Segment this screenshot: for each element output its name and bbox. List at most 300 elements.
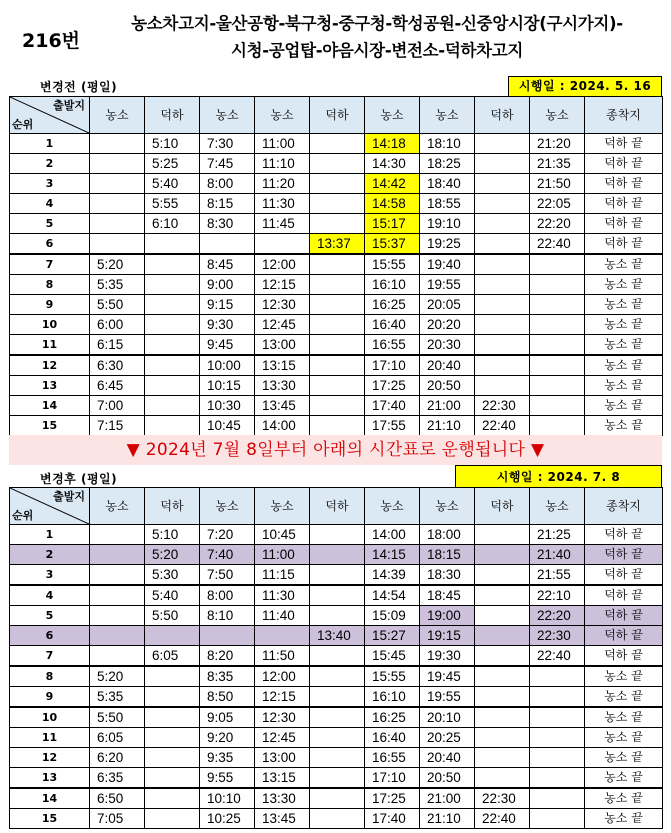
row-number: 13: [10, 376, 90, 396]
departure-time: 11:20: [255, 174, 310, 194]
departure-time: 9:35: [200, 748, 255, 768]
terminus-cell: 덕하 끝: [585, 154, 663, 174]
departure-time: 5:10: [145, 134, 200, 154]
table-row: [10, 154, 663, 174]
row-number: 5: [10, 214, 90, 234]
departure-time: 7:20: [200, 525, 255, 545]
departure-time: [90, 585, 145, 606]
departure-time: 13:45: [255, 396, 310, 416]
departure-time: 5:20: [90, 254, 145, 275]
table-row: [10, 194, 663, 214]
column-header: 농소: [255, 97, 310, 134]
row-number: 6: [10, 626, 90, 646]
terminus-cell: 농소 끝: [585, 355, 663, 376]
departure-time: [145, 396, 200, 416]
departure-time: [530, 416, 585, 436]
departure-time: 18:25: [420, 154, 475, 174]
departure-time: 10:25: [200, 809, 255, 829]
terminus-cell: 덕하 끝: [585, 134, 663, 154]
departure-time: 14:18: [365, 134, 420, 154]
departure-time: [530, 768, 585, 789]
terminus-cell: 덕하 끝: [585, 525, 663, 545]
row-number: 15: [10, 416, 90, 436]
departure-time: [310, 687, 365, 708]
departure-time: [90, 565, 145, 586]
departure-time: 12:30: [255, 295, 310, 315]
departure-time: 11:40: [255, 606, 310, 626]
departure-time: 12:45: [255, 315, 310, 335]
table-row: [10, 295, 663, 315]
row-number: 3: [10, 565, 90, 586]
departure-time: 7:50: [200, 565, 255, 586]
departure-time: 21:50: [530, 174, 585, 194]
departure-time: 16:55: [365, 335, 420, 356]
route-number: 216번: [22, 30, 81, 52]
departure-time: [475, 728, 530, 748]
departure-time: [200, 234, 255, 255]
row-number: 2: [10, 545, 90, 565]
table-row: [10, 545, 663, 565]
departure-time: [310, 275, 365, 295]
departure-time: 17:55: [365, 416, 420, 436]
departure-time: [310, 748, 365, 768]
departure-time: [310, 254, 365, 275]
departure-time: 19:40: [420, 254, 475, 275]
departure-time: 22:20: [530, 214, 585, 234]
departure-time: [145, 626, 200, 646]
departure-time: 18:55: [420, 194, 475, 214]
departure-time: [255, 626, 310, 646]
departure-time: [145, 234, 200, 255]
column-header: 덕하: [475, 488, 530, 525]
departure-time: 22:40: [530, 646, 585, 667]
departure-time: 10:30: [200, 396, 255, 416]
column-header: 덕하: [145, 97, 200, 134]
departure-time: 19:45: [420, 666, 475, 687]
departure-time: 20:25: [420, 728, 475, 748]
departure-time: 22:30: [475, 788, 530, 809]
departure-time: 21:00: [420, 396, 475, 416]
departure-time: [145, 254, 200, 275]
departure-time: 8:35: [200, 666, 255, 687]
table-row: [10, 335, 663, 356]
row-number: 3: [10, 174, 90, 194]
departure-time: 19:30: [420, 646, 475, 667]
departure-time: 8:10: [200, 606, 255, 626]
column-header: 농소: [90, 488, 145, 525]
departure-time: [145, 768, 200, 789]
departure-time: 9:20: [200, 728, 255, 748]
departure-time: 17:25: [365, 788, 420, 809]
departure-time: 12:15: [255, 275, 310, 295]
departure-time: 18:10: [420, 134, 475, 154]
departure-time: 21:35: [530, 154, 585, 174]
departure-time: 5:40: [145, 174, 200, 194]
row-number: 13: [10, 768, 90, 789]
row-number: 14: [10, 788, 90, 809]
departure-time: [475, 275, 530, 295]
departure-time: [255, 234, 310, 255]
departure-time: [310, 565, 365, 586]
departure-time: 8:00: [200, 585, 255, 606]
departure-time: [475, 134, 530, 154]
terminus-cell: 농소 끝: [585, 707, 663, 728]
departure-time: [310, 295, 365, 315]
departure-time: [310, 376, 365, 396]
row-number: 8: [10, 666, 90, 687]
departure-time: 20:05: [420, 295, 475, 315]
table-row: [10, 416, 663, 436]
departure-time: [200, 626, 255, 646]
schedule-change-notice: ▼ 2024년 7월 8일부터 아래의 시간표로 운행됩니다 ▼: [9, 435, 662, 465]
table-row: [10, 396, 663, 416]
departure-time: 17:25: [365, 376, 420, 396]
departure-time: 5:50: [90, 707, 145, 728]
column-header: 농소: [90, 97, 145, 134]
departure-time: 14:00: [365, 525, 420, 545]
departure-time: 11:00: [255, 134, 310, 154]
departure-time: [145, 315, 200, 335]
departure-time: 21:10: [420, 809, 475, 829]
departure-time: [310, 396, 365, 416]
departure-time: [310, 315, 365, 335]
departure-time: 16:40: [365, 315, 420, 335]
departure-time: 6:05: [145, 646, 200, 667]
departure-time: 12:00: [255, 666, 310, 687]
departure-time: 22:10: [530, 585, 585, 606]
departure-time: [475, 565, 530, 586]
terminus-cell: 농소 끝: [585, 788, 663, 809]
departure-time: [310, 525, 365, 545]
departure-time: [530, 355, 585, 376]
before-corner-cell: [10, 97, 90, 134]
departure-time: 13:15: [255, 355, 310, 376]
before-effective-date: 시행일 : 2024. 5. 16: [508, 76, 662, 97]
departure-time: 13:30: [255, 376, 310, 396]
departure-time: 21:55: [530, 565, 585, 586]
departure-time: 9:05: [200, 707, 255, 728]
departure-time: [475, 355, 530, 376]
departure-time: 5:35: [90, 687, 145, 708]
table-row: [10, 768, 663, 789]
departure-time: 11:30: [255, 585, 310, 606]
row-number: 5: [10, 606, 90, 626]
departure-time: 15:45: [365, 646, 420, 667]
departure-time: 20:10: [420, 707, 475, 728]
departure-time: 13:37: [310, 234, 365, 255]
departure-time: 19:55: [420, 687, 475, 708]
departure-time: 8:15: [200, 194, 255, 214]
departure-time: [310, 666, 365, 687]
departure-time: 15:09: [365, 606, 420, 626]
departure-time: [310, 646, 365, 667]
departure-time: 16:40: [365, 728, 420, 748]
table-row: [10, 809, 663, 829]
departure-time: 17:40: [365, 809, 420, 829]
departure-time: 18:30: [420, 565, 475, 586]
departure-time: [310, 355, 365, 376]
terminus-cell: 농소 끝: [585, 275, 663, 295]
departure-time: [530, 315, 585, 335]
departure-time: [475, 707, 530, 728]
departure-time: [530, 275, 585, 295]
departure-time: 11:50: [255, 646, 310, 667]
departure-time: 14:39: [365, 565, 420, 586]
before-timetable: [9, 96, 663, 436]
departure-time: 5:50: [90, 295, 145, 315]
departure-time: 7:05: [90, 809, 145, 829]
departure-time: [475, 174, 530, 194]
table-row: [10, 214, 663, 234]
departure-time: [310, 768, 365, 789]
departure-time: 22:40: [530, 234, 585, 255]
row-number: 1: [10, 525, 90, 545]
departure-time: 10:45: [200, 416, 255, 436]
departure-time: 9:55: [200, 768, 255, 789]
departure-time: 21:40: [530, 545, 585, 565]
departure-time: [530, 666, 585, 687]
departure-time: [310, 788, 365, 809]
table-row: [10, 585, 663, 606]
departure-time: 15:55: [365, 254, 420, 275]
departure-time: 14:58: [365, 194, 420, 214]
route-title: [92, 10, 662, 64]
route-title-line-2: 시청-공업탑-야음시장-변전소-덕하차고지: [230, 41, 524, 60]
departure-time: [145, 275, 200, 295]
terminus-cell: 농소 끝: [585, 687, 663, 708]
column-header: 농소: [420, 488, 475, 525]
departure-time: 5:10: [145, 525, 200, 545]
after-effective-date: 시행일 : 2024. 7. 8: [455, 465, 662, 489]
departure-time: 11:45: [255, 214, 310, 234]
departure-time: [310, 606, 365, 626]
table-row: [10, 707, 663, 728]
departure-time: 5:25: [145, 154, 200, 174]
row-number: 7: [10, 646, 90, 667]
departure-time: 5:50: [145, 606, 200, 626]
terminus-cell: 농소 끝: [585, 666, 663, 687]
column-header: 농소: [255, 488, 310, 525]
departure-time: 8:45: [200, 254, 255, 275]
departure-time: 7:45: [200, 154, 255, 174]
table-row: [10, 234, 663, 255]
row-number: 10: [10, 707, 90, 728]
departure-time: [475, 687, 530, 708]
departure-time: 16:55: [365, 748, 420, 768]
departure-time: 21:10: [420, 416, 475, 436]
departure-time: [90, 626, 145, 646]
after-section-label: 변경후 (평일): [40, 472, 118, 486]
departure-time: 19:55: [420, 275, 475, 295]
departure-time: [530, 748, 585, 768]
departure-time: 16:25: [365, 295, 420, 315]
departure-time: 22:05: [530, 194, 585, 214]
departure-time: [475, 768, 530, 789]
terminus-cell: 농소 끝: [585, 809, 663, 829]
row-number: 1: [10, 134, 90, 154]
terminus-cell: 덕하 끝: [585, 606, 663, 626]
terminus-cell: 농소 끝: [585, 376, 663, 396]
departure-time: 5:40: [145, 585, 200, 606]
departure-time: 20:30: [420, 335, 475, 356]
departure-time: 7:40: [200, 545, 255, 565]
departure-time: 22:20: [530, 606, 585, 626]
departure-time: 13:15: [255, 768, 310, 789]
departure-time: 14:00: [255, 416, 310, 436]
row-number: 6: [10, 234, 90, 255]
after-header-row: [10, 488, 663, 525]
departure-time: [310, 585, 365, 606]
departure-time: 15:17: [365, 214, 420, 234]
terminus-cell: 농소 끝: [585, 295, 663, 315]
departure-time: 12:00: [255, 254, 310, 275]
table-row: [10, 626, 663, 646]
departure-time: 11:30: [255, 194, 310, 214]
table-row: [10, 565, 663, 586]
departure-time: 13:40: [310, 626, 365, 646]
departure-time: 5:55: [145, 194, 200, 214]
departure-time: [475, 295, 530, 315]
departure-time: 17:10: [365, 355, 420, 376]
table-row: [10, 788, 663, 809]
departure-time: 14:42: [365, 174, 420, 194]
departure-time: [310, 707, 365, 728]
departure-time: [145, 687, 200, 708]
departure-time: 7:00: [90, 396, 145, 416]
departure-time: 11:10: [255, 154, 310, 174]
terminus-cell: 농소 끝: [585, 728, 663, 748]
departure-time: [475, 194, 530, 214]
table-row: [10, 355, 663, 376]
departure-time: 22:40: [475, 416, 530, 436]
departure-time: [90, 154, 145, 174]
departure-time: 5:35: [90, 275, 145, 295]
departure-time: 16:10: [365, 687, 420, 708]
departure-time: [310, 809, 365, 829]
row-number: 11: [10, 335, 90, 356]
departure-time: 13:30: [255, 788, 310, 809]
after-corner-cell: [10, 488, 90, 525]
departure-time: 19:10: [420, 214, 475, 234]
departure-time: 12:15: [255, 687, 310, 708]
row-number: 11: [10, 728, 90, 748]
departure-time: 13:00: [255, 335, 310, 356]
terminus-cell: 농소 끝: [585, 748, 663, 768]
departure-time: 7:30: [200, 134, 255, 154]
terminus-cell: 농소 끝: [585, 335, 663, 356]
corner-order-label: 순위: [12, 118, 34, 131]
departure-time: [475, 376, 530, 396]
departure-time: [310, 154, 365, 174]
departure-time: 19:15: [420, 626, 475, 646]
departure-time: [475, 315, 530, 335]
departure-time: 6:05: [90, 728, 145, 748]
departure-time: 8:50: [200, 687, 255, 708]
departure-time: [145, 788, 200, 809]
departure-time: [475, 748, 530, 768]
departure-time: [310, 335, 365, 356]
row-number: 12: [10, 355, 90, 376]
column-header: 농소: [200, 97, 255, 134]
departure-time: 6:10: [145, 214, 200, 234]
departure-time: [530, 707, 585, 728]
table-row: [10, 606, 663, 626]
departure-time: 12:45: [255, 728, 310, 748]
column-header: 농소: [530, 97, 585, 134]
departure-time: [530, 809, 585, 829]
departure-time: 18:00: [420, 525, 475, 545]
column-header: 농소: [420, 97, 475, 134]
column-header: 농소: [365, 488, 420, 525]
terminus-cell: 농소 끝: [585, 396, 663, 416]
departure-time: 18:45: [420, 585, 475, 606]
departure-time: [475, 606, 530, 626]
departure-time: 21:25: [530, 525, 585, 545]
table-row: [10, 315, 663, 335]
departure-time: [145, 666, 200, 687]
departure-time: 11:15: [255, 565, 310, 586]
departure-time: [145, 376, 200, 396]
table-row: [10, 376, 663, 396]
table-row: [10, 174, 663, 194]
departure-time: [475, 646, 530, 667]
departure-time: 16:25: [365, 707, 420, 728]
departure-time: 9:30: [200, 315, 255, 335]
departure-time: [90, 214, 145, 234]
departure-time: [145, 707, 200, 728]
departure-time: 14:54: [365, 585, 420, 606]
departure-time: 5:30: [145, 565, 200, 586]
corner-origin-label: 출발지: [53, 490, 85, 503]
departure-time: 9:15: [200, 295, 255, 315]
departure-time: [145, 355, 200, 376]
terminus-cell: 농소 끝: [585, 416, 663, 436]
terminus-cell: 덕하 끝: [585, 234, 663, 255]
departure-time: 9:00: [200, 275, 255, 295]
column-header: 농소: [530, 488, 585, 525]
table-row: [10, 687, 663, 708]
departure-time: 22:30: [475, 396, 530, 416]
departure-time: 20:40: [420, 355, 475, 376]
departure-time: [90, 234, 145, 255]
terminus-cell: 덕하 끝: [585, 194, 663, 214]
table-row: [10, 275, 663, 295]
departure-time: 14:30: [365, 154, 420, 174]
before-header-row: [10, 97, 663, 134]
departure-time: 17:40: [365, 396, 420, 416]
column-header: 농소: [200, 488, 255, 525]
departure-time: [530, 335, 585, 356]
terminus-cell: 농소 끝: [585, 254, 663, 275]
departure-time: [530, 396, 585, 416]
column-header: 덕하: [310, 97, 365, 134]
departure-time: [310, 214, 365, 234]
column-header: 덕하: [475, 97, 530, 134]
departure-time: 19:00: [420, 606, 475, 626]
departure-time: 15:27: [365, 626, 420, 646]
row-number: 4: [10, 585, 90, 606]
departure-time: 6:30: [90, 355, 145, 376]
table-row: [10, 728, 663, 748]
terminus-cell: 농소 끝: [585, 315, 663, 335]
departure-time: 11:00: [255, 545, 310, 565]
departure-time: [475, 626, 530, 646]
terminus-cell: 덕하 끝: [585, 565, 663, 586]
route-title-line-1: 농소차고지-울산공항-북구청-중구청-학성공원-신중앙시장(구시가지)-: [131, 14, 623, 33]
row-number: 7: [10, 254, 90, 275]
terminus-cell: 덕하 끝: [585, 174, 663, 194]
departure-time: [90, 545, 145, 565]
